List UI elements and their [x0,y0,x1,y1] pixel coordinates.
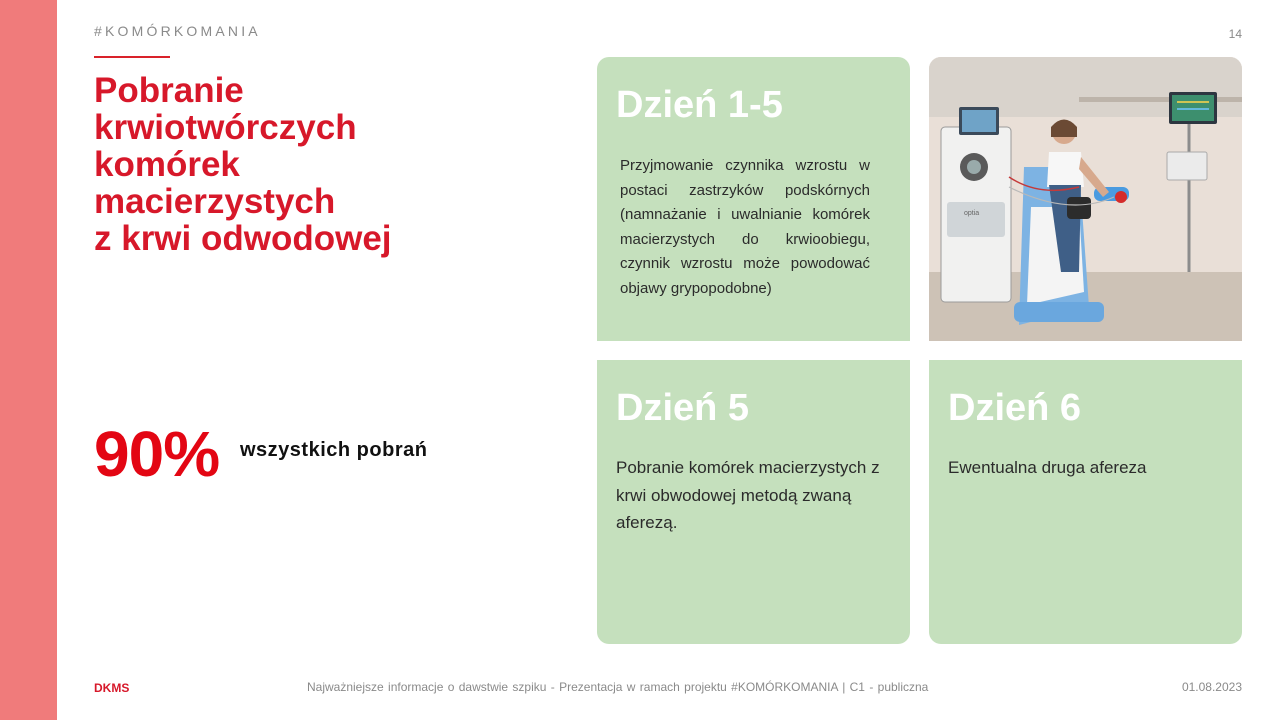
stat-value: 90% [94,418,220,490]
card-heading: Dzień 5 [616,387,750,429]
card-text: Ewentualna druga afereza [948,458,1147,477]
apheresis-photo [929,57,1242,341]
day-5-card [597,360,910,644]
card-heading: Dzień 1-5 [616,84,783,126]
side-accent-bar [0,0,57,720]
day-1-5-card [597,57,910,341]
slide-number: 14 [1228,27,1242,41]
title-line: komórek [94,145,240,184]
card-text: Przyjmowanie czynnika wzrostu w postaci zastrzyków podskórnych (namnażanie i uwalnianie komórek macierzystych do krwioobiegu, czynnik wzrostu może powodować objawy grypopodobne) [620,157,870,297]
title-line: z krwi odwodowej [94,219,392,258]
slide-title [94,72,534,257]
footer-date: 01.08.2023 [1181,680,1242,694]
footer-text: Najważniejsze informacje o dawstwie szpiku - Prezentacja w ramach projektu #KOMÓRKOMANIA | C1 - publiczna [307,680,929,694]
footer-brand: DKMS [94,681,130,695]
header-hashtag: #KOMÓRKOMANIA [94,23,261,39]
card-text: Pobranie komórek macierzystych z krwi obwodowej metodą zwaną aferezą. [616,458,880,532]
machine-label: optia [964,210,980,217]
title-line: Pobranie [94,71,244,110]
title-line: macierzystych [94,182,336,221]
title-divider [94,56,170,58]
title-line: krwiotwórczych [94,108,357,147]
stat-label: wszystkich pobrań [240,439,428,461]
card-heading: Dzień 6 [948,387,1082,429]
photo-illustration [929,57,1242,341]
day-6-card [929,360,1242,644]
